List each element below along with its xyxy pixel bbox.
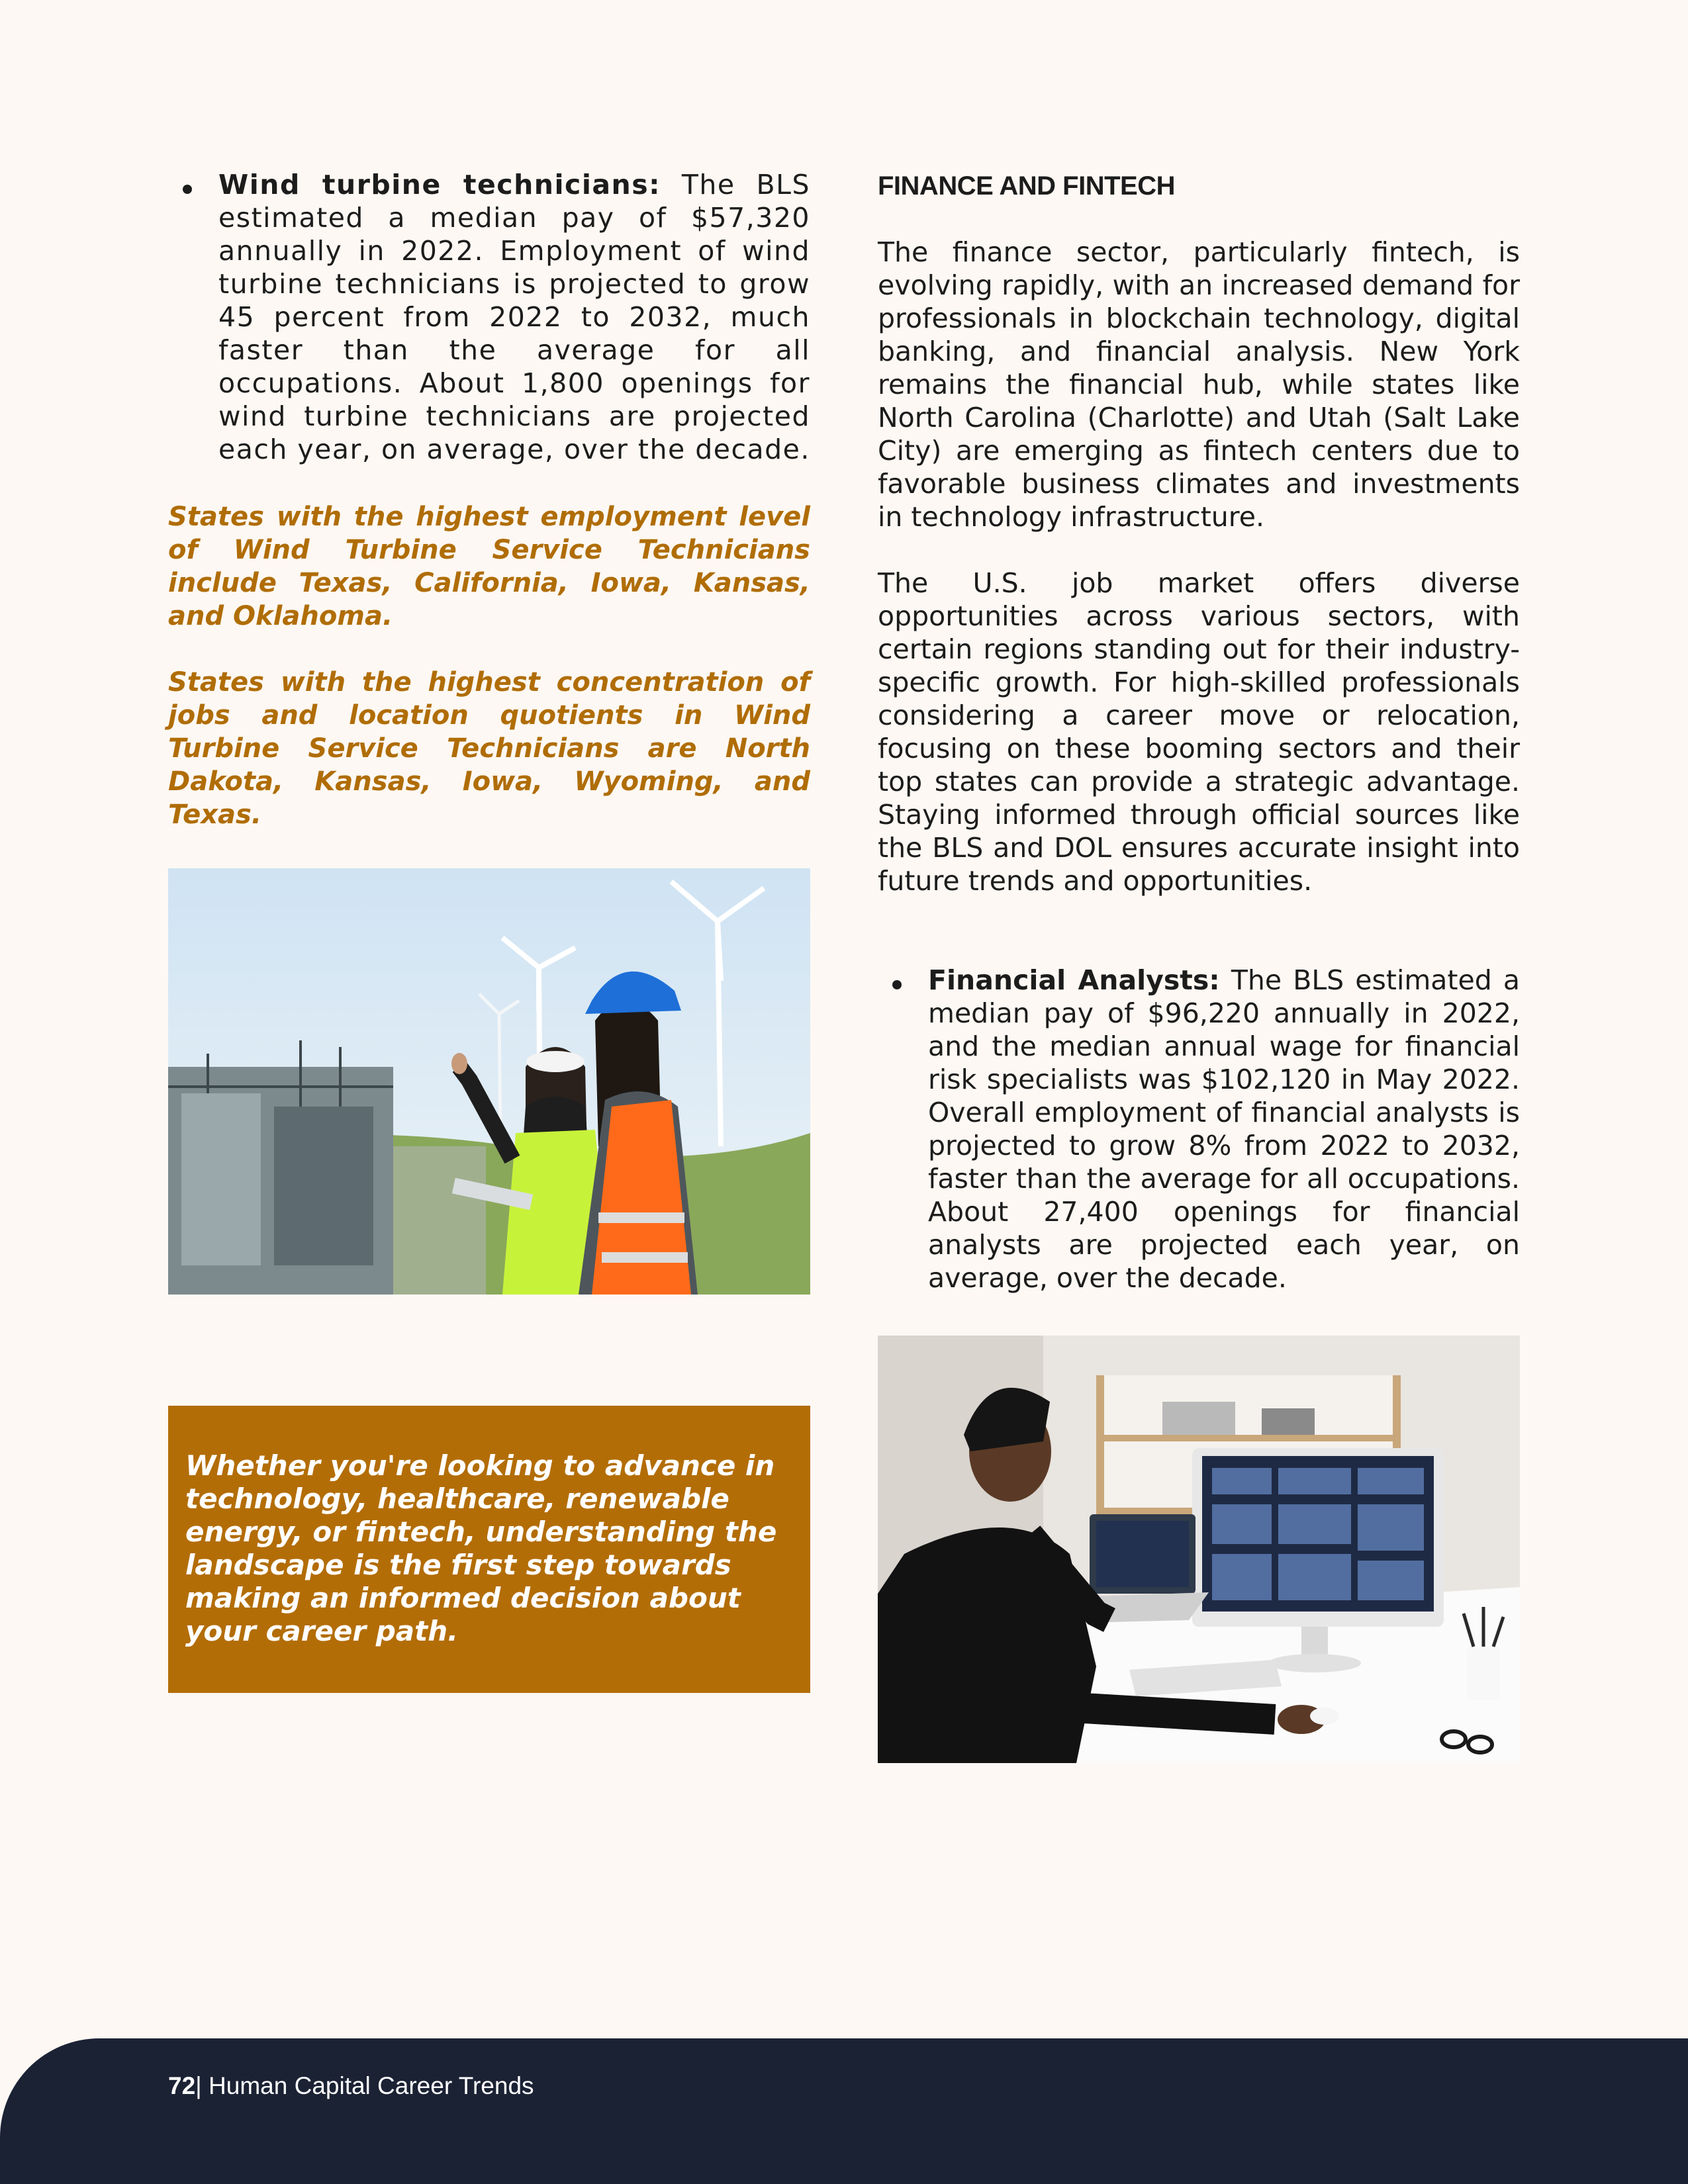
employment-level-highlight [168,500,810,633]
wind-technicians-label: Wind turbine technicians: [218,169,661,201]
financial-analysts-bullet [878,964,1520,1295]
job-market-paragraph [878,567,1520,897]
finance-section [878,169,1520,203]
footer-caption [168,2071,534,2101]
page-footer [0,2038,1688,2184]
career-callout-text: Whether you're looking to advance in technology, healthcare, renewable energy, or fintech, understanding the landscape is the first step towards making an informed decision about your career path. [185,1449,777,1647]
financial-analysts-label: Financial Analysts: [928,964,1220,996]
wind-technicians-description: The BLS estimated a median pay of $57,320 annually in 2022. Employment of wind turbine technicians is projected to grow 45 percent from 2022 to 2032, much faster than the average for all occupations. About 1,800 openings for wind turbine technicians are projected each year, on average, over the decade. [218,169,810,465]
financial-analyst-photo [878,1336,1520,1763]
financial-analysts-description: The BLS estimated a median pay of $96,220 annually in 2022, and the median annual wage for financial risk specialists was $102,120 in May 2022. Overall employment of financial analysts is projected to grow 8% from 2022 to 2032, faster than the average for all occupations. About 27,400 openings for financial analysts are projected each year, on average, over the decade. [928,964,1520,1294]
financial-analysts-text [928,964,1520,1295]
wind-technicians-text [218,168,810,466]
publication-title: | Human Capital Career Trends [195,2072,534,2099]
wind-technicians-photo [168,868,810,1295]
concentration-text: States with the highest concentration of jobs and location quotients in Wind Turbine Service Technicians are North Dakota, Kansas, Iowa, Wyoming, and Texas. [168,667,810,830]
bullet-dot [892,980,902,989]
wind-technicians-bullet [168,168,810,466]
bullet-dot [183,185,192,194]
finance-heading: FINANCE AND FINTECH [878,171,1175,201]
page-number: 72 [168,2072,196,2099]
career-callout-box [168,1406,810,1693]
finance-intro-text: The finance sector, particularly fintech, is evolving rapidly, with an increased demand for professionals in blockchain technology, digital banking, and financial analysis. New York remains the financial hub, while states like North Carolina (Charlotte) and Utah (Salt Lake City) are emerging as fintech centers due to favorable business climates and investments in technology infrastructure. [878,236,1520,533]
finance-intro-paragraph [878,236,1520,533]
concentration-highlight [168,666,810,831]
employment-level-text: States with the highest employment level of Wind Turbine Service Technicians include Texas, California, Iowa, Kansas, and Oklahoma. [168,502,810,631]
job-market-text: The U.S. job market offers diverse opportunities across various sectors, with certain regions standing out for their industry-specific growth. For high-skilled professionals considering a career move or relocation, focusing on these booming sectors and their top states can provide a strategic advantage. Staying informed through official sources like the BLS and DOL ensures accurate insight into future trends and opportunities. [878,567,1520,897]
